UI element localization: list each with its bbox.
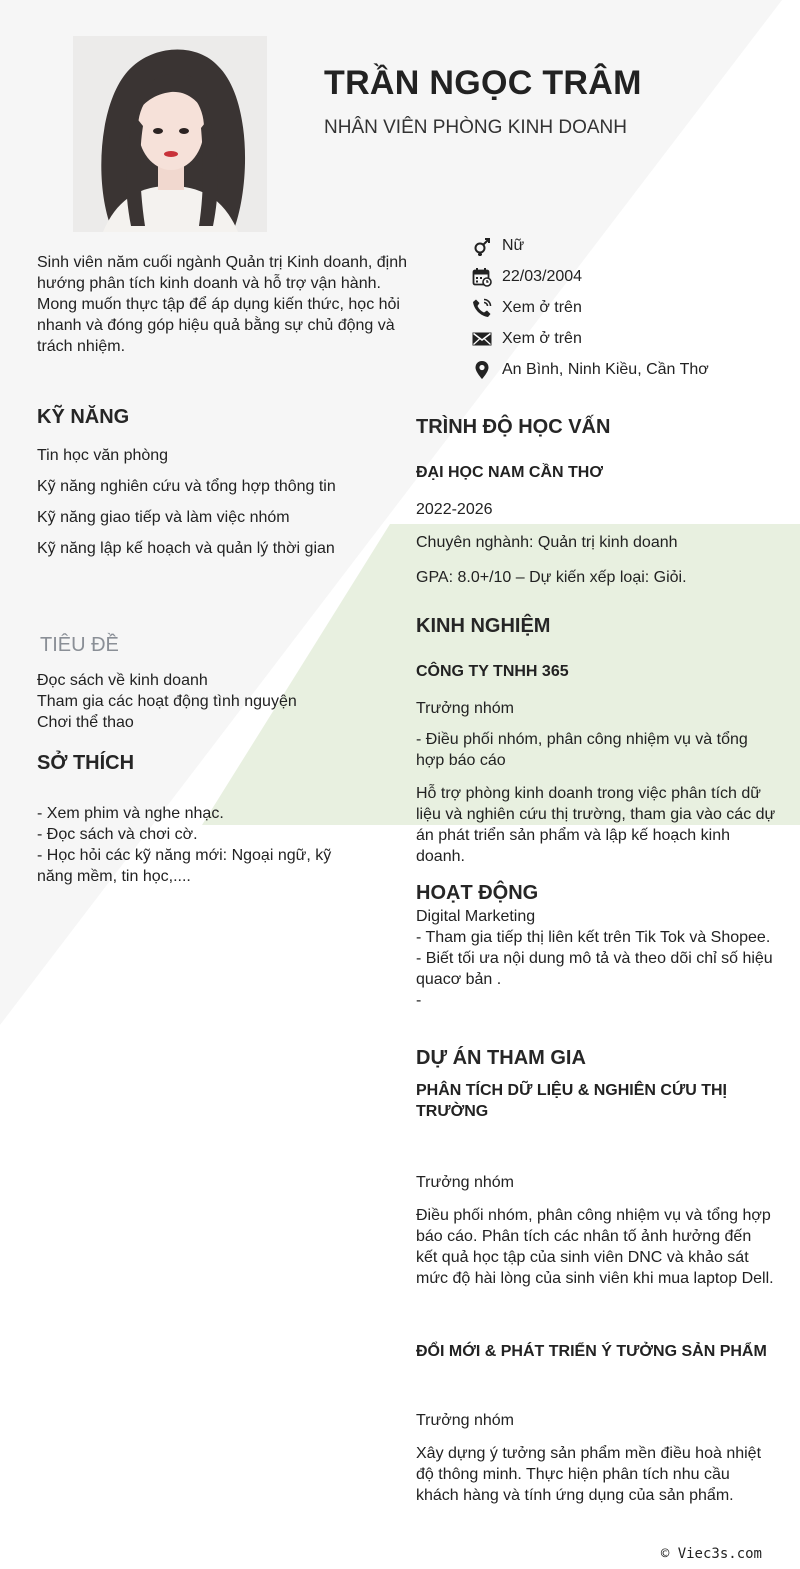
mail-icon bbox=[472, 329, 492, 349]
candidate-name: TRẦN NGỌC TRÂM bbox=[324, 64, 642, 102]
skills-list bbox=[37, 445, 342, 569]
hobbies-list bbox=[37, 803, 342, 887]
projects-heading: DỰ ÁN THAM GIA bbox=[416, 1047, 586, 1069]
activity-item: - Biết tối ưa nội dung mô tả và theo dõi chỉ số hiệu quacơ bản . bbox=[416, 950, 773, 988]
activity-item: - bbox=[416, 992, 422, 1009]
address-value: An Bình, Ninh Kiều, Cần Thơ bbox=[502, 360, 709, 378]
contact-list bbox=[472, 230, 792, 385]
email-value: Xem ở trên bbox=[502, 329, 582, 347]
birthday-value: 22/03/2004 bbox=[502, 267, 583, 285]
hobby-item: - Học hỏi các kỹ năng mới: Ngoại ngữ, kỹ năng mềm, tin học,.... bbox=[37, 847, 332, 885]
education-heading: TRÌNH ĐỘ HỌC VẤN bbox=[416, 416, 611, 438]
extra-item: Đọc sách về kinh doanh bbox=[37, 672, 208, 689]
hobby-item: - Xem phim và nghe nhạc. bbox=[37, 805, 224, 822]
activities-list bbox=[416, 906, 776, 1011]
activities-heading: HOẠT ĐỘNG bbox=[416, 882, 539, 904]
contact-birthday bbox=[472, 261, 792, 292]
education-major: Chuyên nghành: Quản trị kinh doanh bbox=[416, 534, 678, 551]
skill-item: Kỹ năng giao tiếp và làm việc nhóm bbox=[37, 509, 290, 526]
project-description: Điều phối nhóm, phân công nhiệm vụ và tổng hợp báo cáo. Phân tích các nhân tố ảnh hưởng đến kết quả học tập của sinh viên DNC và khảo sát mức độ hài lòng của sinh viên khi mua laptop Dell. bbox=[416, 1207, 774, 1287]
location-pin-icon bbox=[472, 360, 492, 380]
education-gpa: GPA: 8.0+/10 – Dự kiến xếp loại: Giỏi. bbox=[416, 569, 687, 586]
phone-icon bbox=[472, 298, 492, 318]
experience-duty-1: - Điều phối nhóm, phân công nhiệm vụ và tổng hợp báo cáo bbox=[416, 731, 748, 769]
school-name: ĐẠI HỌC NAM CẦN THƠ bbox=[416, 464, 603, 481]
contact-address bbox=[472, 354, 792, 385]
phone-value: Xem ở trên bbox=[502, 298, 582, 316]
hobbies-heading: SỞ THÍCH bbox=[37, 752, 135, 774]
project-name: PHÂN TÍCH DỮ LIỆU & NGHIÊN CỨU THỊ TRƯỜNG bbox=[416, 1082, 727, 1120]
extra-heading: TIÊU ĐỀ bbox=[40, 634, 119, 656]
hobby-item: - Đọc sách và chơi cờ. bbox=[37, 826, 198, 843]
experience-position: Trưởng nhóm bbox=[416, 700, 514, 717]
summary-text: Sinh viên năm cuối ngành Quản trị Kinh doanh, định hướng phân tích kinh doanh và hỗ trợ vận hành. Mong muốn thực tập để áp dụng kiến thức, học hỏi nhanh và đóng góp hiệu quả bằng sự chủ động và trách nhiệm. bbox=[37, 254, 408, 355]
project-name: ĐỔI MỚI & PHÁT TRIỂN Ý TƯỞNG SẢN PHẨM bbox=[416, 1343, 767, 1360]
contact-email bbox=[472, 323, 792, 354]
extra-item: Tham gia các hoạt động tình nguyện bbox=[37, 693, 297, 710]
calendar-icon bbox=[472, 267, 492, 287]
job-title: NHÂN VIÊN PHÒNG KINH DOANH bbox=[324, 117, 627, 138]
skill-item: Kỹ năng nghiên cứu và tổng hợp thông tin bbox=[37, 478, 336, 495]
project-description: Xây dựng ý tưởng sản phẩm mền điều hoà nhiệt độ thông minh. Thực hiện phân tích nhu cầu khách hàng và tính ứng dụng của sản phẩm. bbox=[416, 1445, 762, 1504]
contact-phone bbox=[472, 292, 792, 323]
experience-duty-2: Hỗ trợ phòng kinh doanh trong việc phân tích dữ liệu và nghiên cứu thị trường, tham gia vào các dự án phát triển sản phẩm và lập kế hoạch kinh doanh. bbox=[416, 785, 776, 865]
extra-list bbox=[37, 670, 342, 733]
experience-heading: KINH NGHIỆM bbox=[416, 615, 551, 637]
skill-item: Tin học văn phòng bbox=[37, 447, 169, 464]
contact-gender bbox=[472, 230, 792, 261]
activity-item: - Tham gia tiếp thị liên kết trên Tik Tok và Shopee. bbox=[416, 929, 771, 946]
project-role: Trưởng nhóm bbox=[416, 1174, 514, 1191]
education-years: 2022-2026 bbox=[416, 501, 493, 518]
activity-item: Digital Marketing bbox=[416, 908, 536, 925]
extra-item: Chơi thể thao bbox=[37, 714, 134, 731]
project-role: Trưởng nhóm bbox=[416, 1412, 514, 1429]
gender-value: Nữ bbox=[502, 236, 525, 254]
company-name: CÔNG TY TNHH 365 bbox=[416, 663, 569, 680]
skills-heading: KỸ NĂNG bbox=[37, 406, 130, 428]
avatar bbox=[73, 36, 267, 232]
watermark-footer: © Viec3s.com bbox=[660, 1546, 762, 1562]
skill-item: Kỹ năng lập kế hoạch và quản lý thời gian bbox=[37, 540, 335, 557]
gender-icon bbox=[472, 236, 492, 256]
